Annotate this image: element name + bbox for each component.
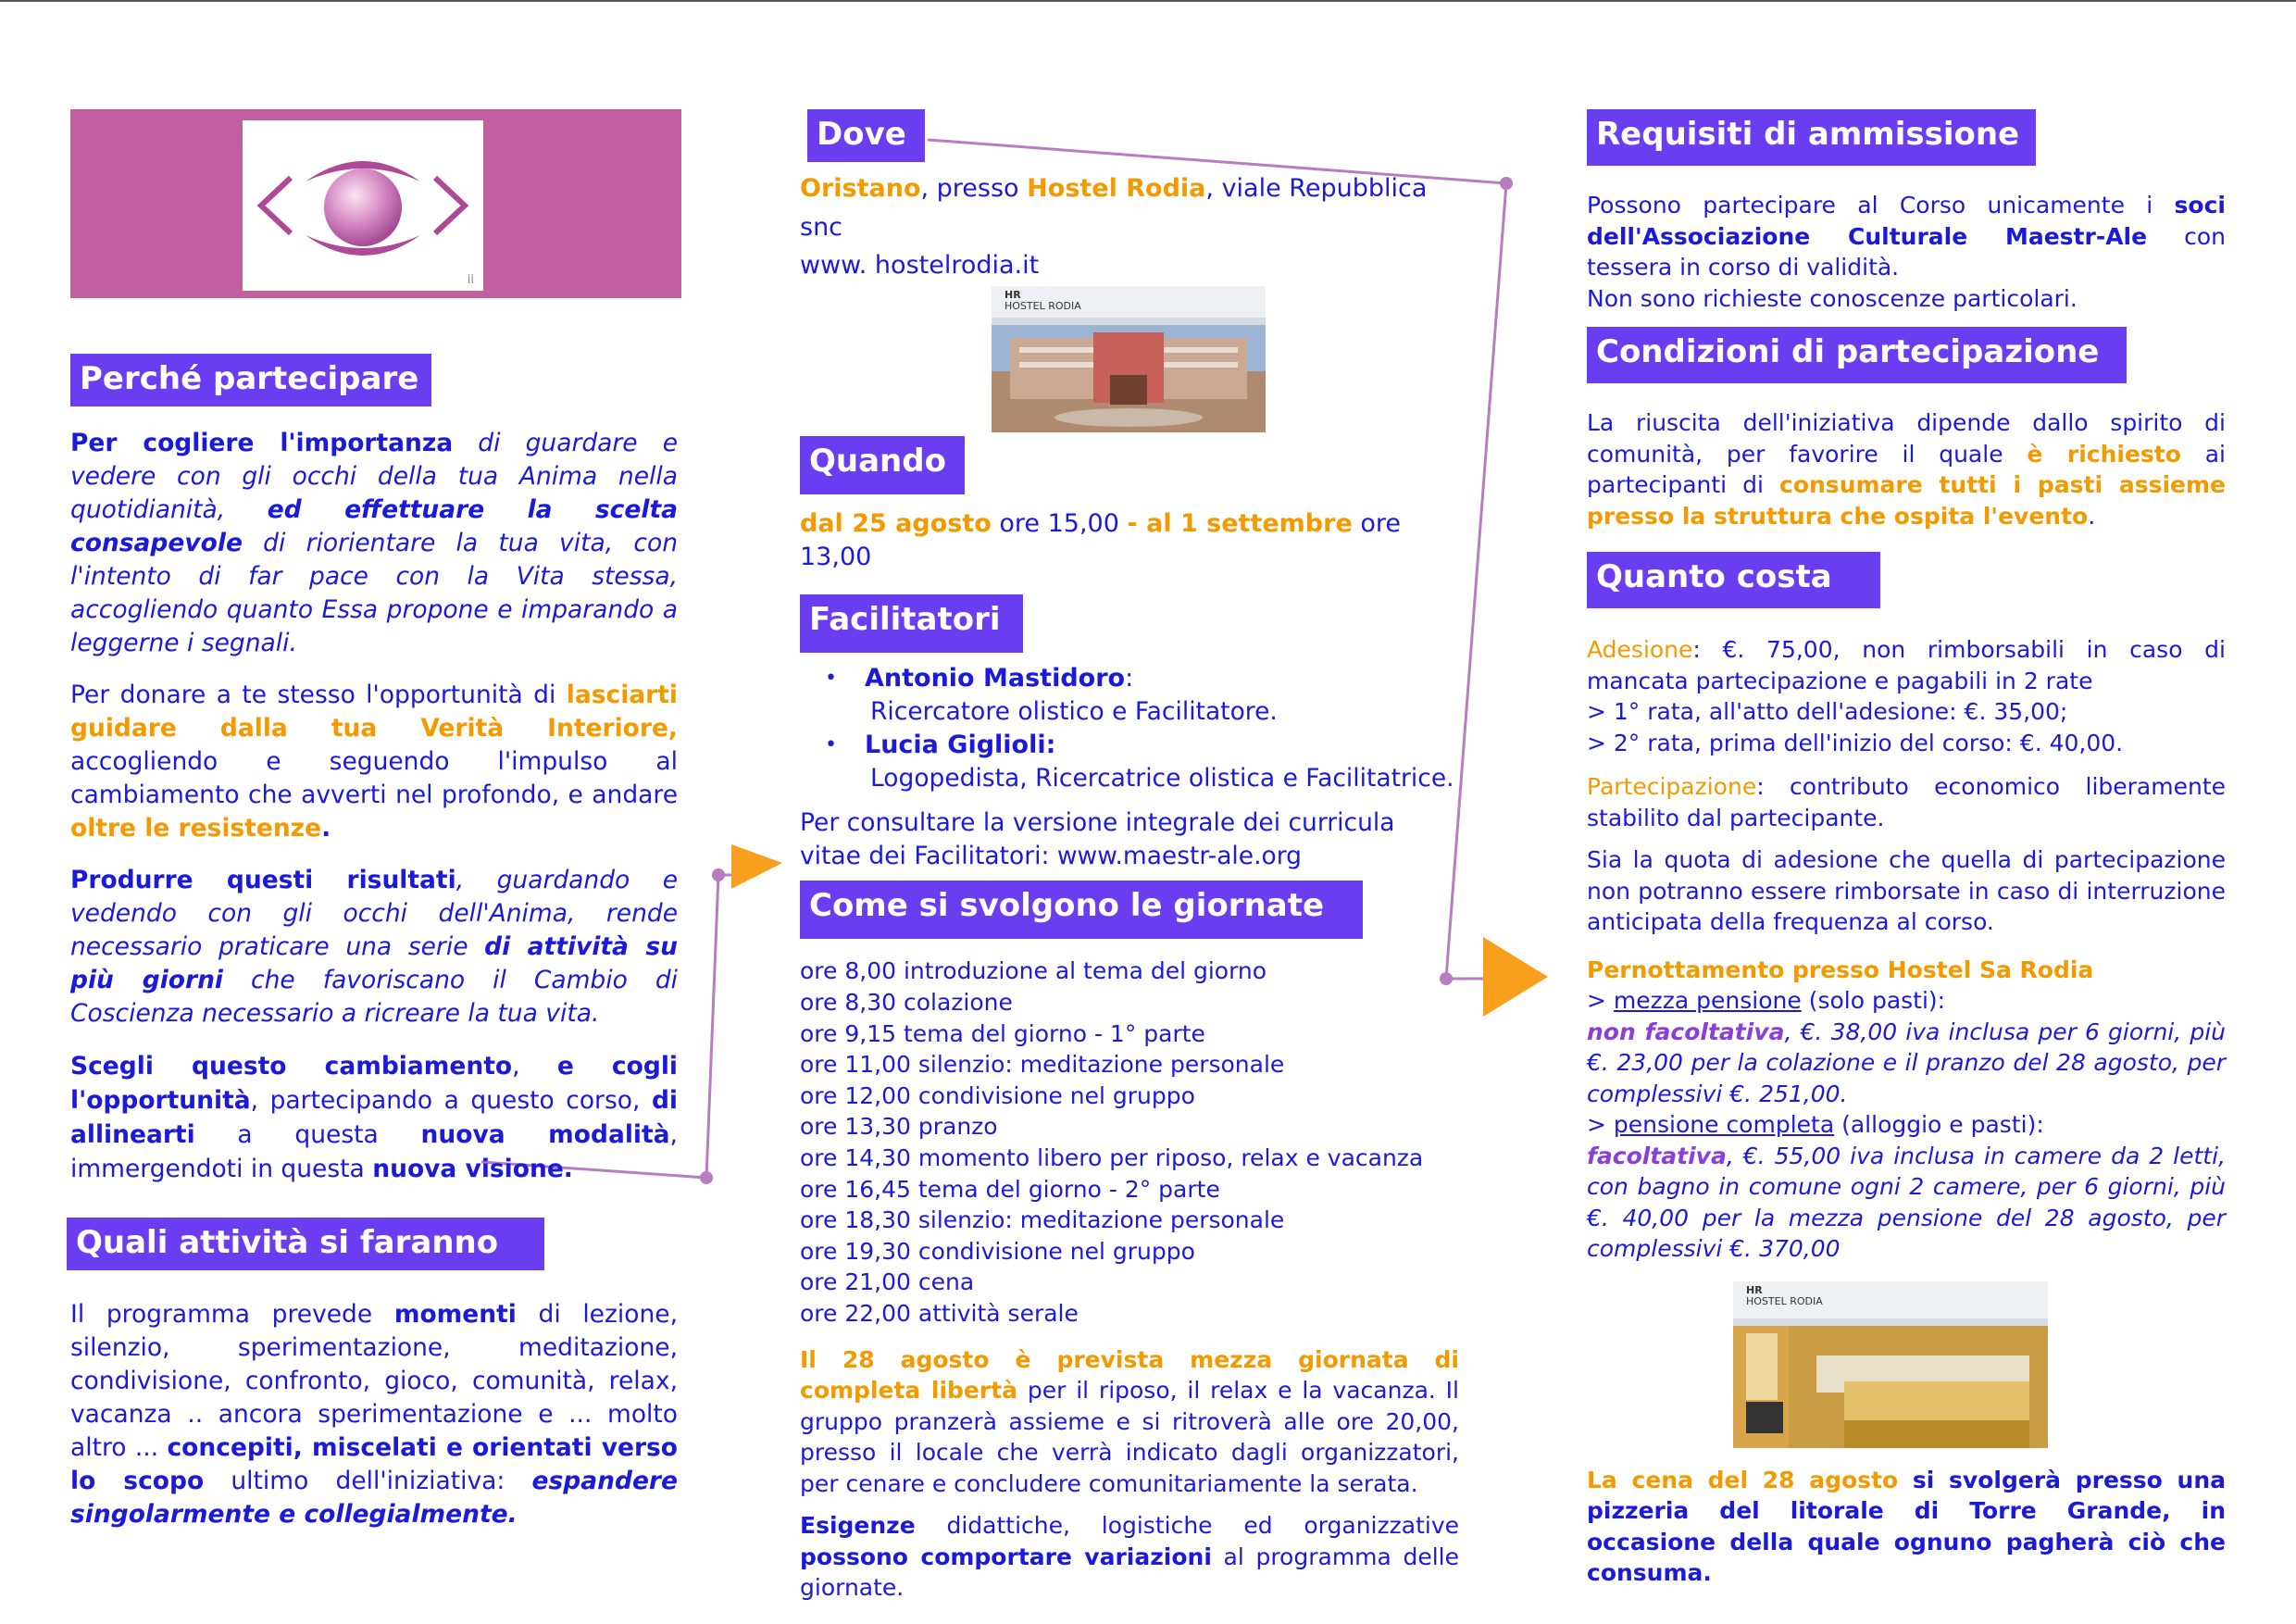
paragraph-perche-3 [70, 864, 678, 1031]
schedule-item: ore 8,00 introduzione al tema del giorno [800, 957, 1267, 985]
text-run: (solo pasti): [1801, 987, 1946, 1015]
schedule-item: ore 22,00 attività serale [800, 1299, 1079, 1327]
text-run: concepiti, miscelati e orientati verso lo scopo [70, 1433, 678, 1496]
text-run: , guardando e vedendo con gli occhi dell'Anima, rende necessario praticare una serie [70, 866, 679, 962]
text-run: ultimo dell'iniziativa: [204, 1467, 532, 1496]
schedule-item: ore 19,30 condivisione nel gruppo [800, 1237, 1195, 1265]
text-run: di guardare e vedere con gli occhi della tua Anima nella quotidianità, [70, 429, 678, 525]
text-run: nuova modalità [420, 1120, 670, 1150]
heading-giornate: Come si svolgono le giornate [800, 881, 1363, 939]
schedule-item: ore 21,00 cena [800, 1268, 975, 1296]
schedule-item: ore 18,30 silenzio: meditazione personale [800, 1206, 1285, 1234]
pensione-completa-desc [1587, 1141, 2226, 1265]
logo [243, 120, 483, 291]
dove-address [800, 169, 1459, 247]
text-run: Scegli questo cambiamento [70, 1052, 513, 1081]
quando-dates [800, 507, 1459, 574]
text-run: . [2088, 502, 2096, 530]
text-run: dal 25 agosto [800, 509, 992, 539]
text-run: > [1587, 1111, 1614, 1139]
section-quando [800, 436, 1459, 494]
text-run: Hostel Rodia [1027, 174, 1206, 204]
section-perche [70, 354, 678, 406]
facilitatore-item: • Lucia Giglioli: Logopedista, Ricercatrice olistica e Facilitatrice. [825, 731, 1454, 793]
schedule-item: ore 12,00 condivisione nel gruppo [800, 1081, 1195, 1109]
section-requisiti [1587, 109, 2226, 166]
text-run: espandere singolarmente e collegialmente. [70, 1467, 678, 1530]
text-run: La riuscita dell'iniziativa dipende dallo spirito di comunità, per favorire il quale [1587, 409, 2226, 468]
text-run: Partecipazione [1587, 773, 1757, 801]
text-run: possono comportare variazioni [800, 1543, 1212, 1570]
text-run: Per donare a te stesso l'opportunità di [70, 681, 567, 710]
section-facilitatori [800, 594, 1459, 653]
section-attivita [67, 1218, 678, 1270]
paragraph-perche-4 [70, 1049, 678, 1186]
text-run: non facoltativa [1587, 1018, 1785, 1045]
text-run: di lezione, silenzio, sperimentazione, meditazione, condivisione, confronto, gioco, comunità, relax, vacanza .. ancora sperimentazione e ... molto altro ... [70, 1300, 678, 1463]
eye-logo-icon [243, 120, 483, 291]
text-run: Esigenze [800, 1512, 916, 1539]
paragraph-attivita [70, 1298, 678, 1531]
heading-dove: Dove [807, 109, 925, 162]
text-run: , partecipando a questo corso, [250, 1086, 652, 1116]
text-run: consumare tutti i pasti assieme presso la struttura che ospita l'evento [1587, 471, 2226, 530]
paragraph-cena [1587, 1465, 2226, 1589]
text-run: con tessera in corso di validità. [1587, 222, 2226, 281]
text-run: Il 28 agosto è prevista mezza giornata di completa libertà [800, 1345, 1459, 1404]
text-run: Adesione [1587, 636, 1693, 664]
text-run: lasciarti guidare dalla tua Verità Interiore, [70, 681, 678, 743]
schedule-list [800, 956, 1459, 1329]
hostel-brand: HR HOSTEL RODIA [1004, 289, 1081, 313]
text-run: Oristano [800, 174, 921, 204]
connector-dot [700, 1171, 713, 1184]
text-run: è richiesto [2027, 440, 2181, 468]
paragraph-28-agosto [800, 1344, 1459, 1500]
heading-requisiti: Requisiti di ammissione [1587, 109, 2036, 166]
paragraph-perche-1 [70, 427, 678, 660]
column-right [1587, 109, 2226, 1589]
text-run: Produrre questi risultati [70, 866, 456, 895]
column-middle [800, 109, 1459, 1604]
heading-facilitatori: Facilitatori [800, 594, 1023, 653]
paragraph-condizioni [1587, 407, 2226, 531]
text-run: , €. 38,00 iva inclusa per 6 giorni, più €. 23,00 per la colazione e il pranzo del 28 agosto, per complessivi €. 251,00. [1587, 1018, 2226, 1107]
text-run: ai partecipanti di [1587, 440, 2226, 499]
column-left [70, 109, 678, 1531]
heading-condizioni: Condizioni di partecipazione [1587, 327, 2127, 383]
paragraph-requisiti [1587, 190, 2226, 283]
rata-1: > 1° rata, all'atto dell'adesione: €. 35,00; [1587, 698, 2068, 726]
text-run: , presso [920, 174, 1028, 204]
mezza-pensione [1587, 985, 2226, 1017]
text-run: La cena del 28 agosto [1587, 1466, 1899, 1493]
text-run: didattiche, logistiche ed organizzative [915, 1512, 1459, 1539]
text-run: mezza pensione [1613, 987, 1802, 1015]
text-run: ore 13,00 [800, 509, 1401, 572]
schedule-item: ore 14,30 momento libero per riposo, relax e vacanza [800, 1143, 1424, 1171]
section-condizioni [1587, 327, 2226, 383]
arrow-right-icon [731, 844, 782, 889]
text-run: soci dell'Associazione Culturale Maestr-Ale [1587, 192, 2226, 250]
curricula-note: Per consultare la versione integrale dei curricula vitae dei Facilitatori: www.maestr-ale.org [800, 808, 1395, 871]
section-giornate [800, 881, 1459, 939]
text-run: di allinearti [70, 1086, 678, 1150]
text-run: nuova visione. [372, 1155, 573, 1184]
paragraph-adesione [1587, 634, 2226, 696]
paragraph-esigenze [800, 1510, 1459, 1604]
text-run: a questa [194, 1120, 421, 1150]
schedule-item: ore 16,45 tema del giorno - 2° parte [800, 1175, 1220, 1203]
text-run: - al 1 settembre [1127, 509, 1353, 539]
text-run: che favoriscano il Cambio di Coscienza necessario a ricreare la tua vita. [70, 966, 679, 1029]
heading-pernottamento: Pernottamento presso Hostel Sa Rodia [1587, 956, 2094, 983]
mezza-pensione-desc [1587, 1017, 2226, 1110]
text-run: , viale Repubblica snc [800, 174, 1428, 243]
text-run: facoltativa [1587, 1142, 1727, 1169]
text-run: pensione completa [1613, 1111, 1835, 1139]
paragraph-partecipazione [1587, 771, 2226, 833]
hostel-screenshot [992, 286, 1266, 432]
facilitatore-item: • Antonio Mastidoro: Ricercatore olistico e Facilitatore. [825, 664, 1278, 727]
text-run: oltre le resistenze [70, 814, 322, 843]
text-run: di attività su più giorni [70, 932, 678, 995]
text-run: . [321, 814, 331, 843]
text-run: ed effettuare la scelta consapevole [70, 495, 678, 558]
heading-perche: Perché partecipare [70, 354, 431, 406]
text-run: si svolgerà presso una pizzeria del litorale di Torre Grande, in occasione della quale ognuno pagherà ciò che consuma. [1587, 1466, 2226, 1587]
text-run: di riorientare la tua vita, con l'intento di far pace con la Vita stessa, accogliendo quanto Essa propone e imparando a leggerne i segnali. [70, 529, 678, 658]
text-run: , €. 55,00 iva inclusa in camere da 2 letti, con bagno in comune ogni 2 camere, per 6 giorni, più €. 40,00 per la mezza pensione del 28 agosto, per complessivi €. 370,00 [1587, 1142, 2226, 1263]
paragraph-perche-2 [70, 679, 678, 845]
logo-banner [70, 109, 681, 298]
schedule-item: ore 8,30 colazione [800, 988, 1013, 1016]
text-run: e cogli l'opportunità [70, 1052, 678, 1116]
text-run: Il programma prevede [70, 1300, 394, 1330]
connector-dot [712, 868, 725, 881]
text-run: , immergendoti in questa [70, 1120, 678, 1184]
section-costo [1587, 552, 2226, 608]
room-screenshot [1733, 1281, 2048, 1448]
text-run: al programma delle giornate. [800, 1543, 1459, 1601]
arrow-right-icon [1483, 937, 1548, 1017]
text-run: Possono partecipare al Corso unicamente i [1587, 192, 2175, 219]
heading-attivita: Quali attività si faranno [67, 1218, 544, 1270]
heading-costo: Quanto costa [1587, 552, 1880, 608]
text-run: momenti [393, 1300, 517, 1330]
paragraph-requisiti-2: Non sono richieste conoscenze particolari. [1587, 284, 2078, 312]
section-dove [807, 109, 1459, 162]
text-run: : €. 75,00, non rimborsabili in caso di mancata partecipazione e pagabili in 2 rate [1587, 636, 2226, 694]
text-run: : contributo economico liberamente stabilito dal partecipante. [1587, 773, 2226, 831]
hostel-brand: HR HOSTEL RODIA [1746, 1283, 1823, 1307]
paragraph-rimborso: Sia la quota di adesione che quella di partecipazione non potranno essere rimborsate in caso di interruzione anticipata della frequenza al corso. [1587, 846, 2226, 936]
schedule-item: ore 9,15 tema del giorno - 1° parte [800, 1019, 1205, 1047]
text-run: Per cogliere l'importanza [70, 429, 454, 458]
text-run: , [512, 1052, 557, 1081]
text-run: ore 15,00 [991, 509, 1128, 539]
text-run: > [1587, 987, 1614, 1015]
schedule-item: ore 13,30 pranzo [800, 1113, 998, 1141]
text-run: accogliendo e seguendo l'impulso al cambiamento che avverti nel profondo, e andare [70, 747, 678, 810]
connector-dot [1500, 177, 1513, 190]
hostel-url[interactable]: www. hostelrodia.it [800, 251, 1040, 281]
schedule-item: ore 11,00 silenzio: meditazione personale [800, 1051, 1285, 1079]
text-run: per il riposo, il relax e la vacanza. Il gruppo pranzerà assieme e si ritroverà alle ore 20,00, presso il locale che verrà indicato dagli organizzatori, per cenare e concludere comunitariamente la serata. [800, 1377, 1459, 1497]
heading-quando: Quando [800, 436, 965, 494]
rata-2: > 2° rata, prima dell'inizio del corso: €. 40,00. [1587, 729, 2124, 756]
pensione-completa [1587, 1109, 2226, 1141]
facilitatori-list [800, 662, 1459, 795]
text-run: (alloggio e pasti): [1834, 1111, 2044, 1139]
logo-mark: ii [467, 273, 474, 287]
